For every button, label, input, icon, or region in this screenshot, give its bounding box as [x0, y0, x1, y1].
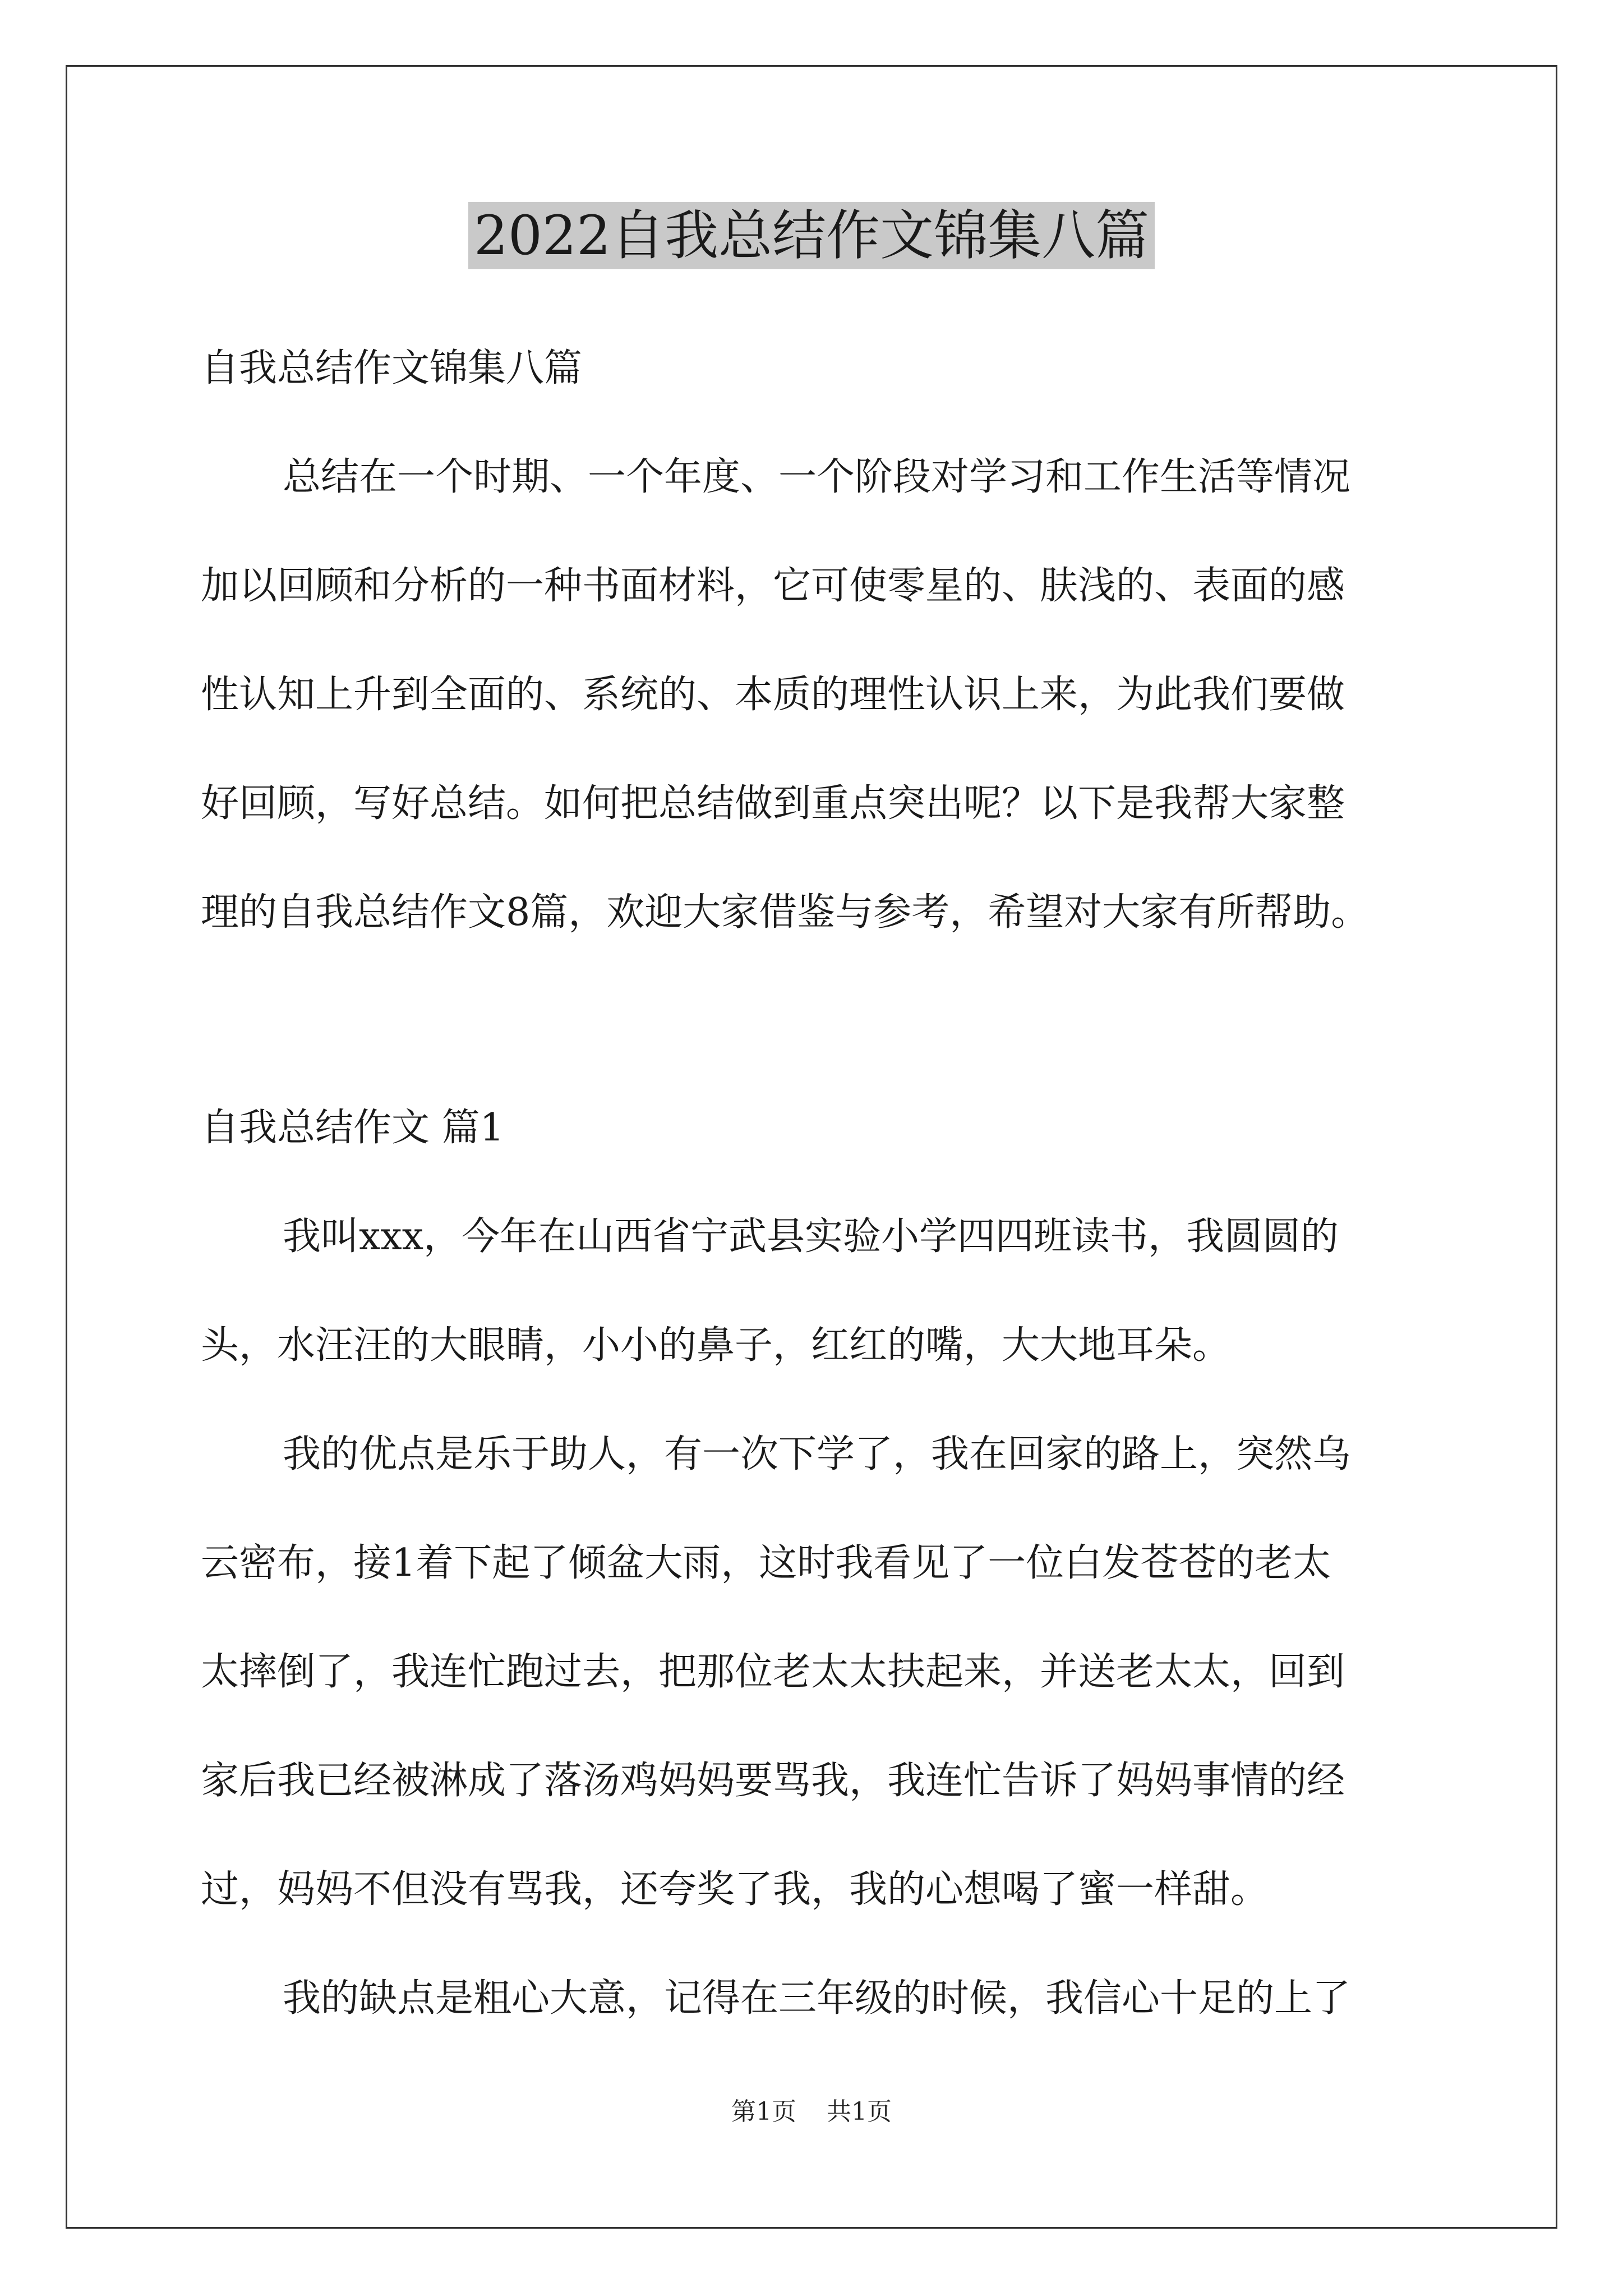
subtitle: 自我总结作文锦集八篇	[201, 346, 583, 390]
page-total: 共1页	[827, 2097, 892, 2126]
text-line: 加以回顾和分析的一种书面材料，它可使零星的、肤浅的、表面的感	[201, 564, 1345, 608]
text-line: 性认知上升到全面的、系统的、本质的理性认识上来，为此我们要做	[201, 673, 1345, 717]
document-body	[201, 314, 1446, 2053]
text-line: 我的缺点是粗心大意，记得在三年级的时候，我信心十足的上了	[283, 1976, 1351, 2021]
text-line: 总结在一个时期、一个年度、一个阶段对学习和工作生活等情况	[283, 455, 1351, 499]
text-line: 太摔倒了，我连忙跑过去，把那位老太太扶起来，并送老太太，回到	[201, 1650, 1345, 1694]
paragraph-3	[201, 1944, 1446, 2053]
section-heading: 自我总结作文 篇1	[201, 1106, 504, 1150]
text-line: 理的自我总结作文8篇，欢迎大家借鉴与参考，希望对大家有所帮助。	[201, 890, 1370, 935]
document-title-text: 2022自我总结作文锦集八篇	[468, 202, 1155, 269]
paragraph-1	[201, 1182, 1446, 1400]
text-line: 我叫xxx，今年在山西省宁武县实验小学四四班读书，我圆圆的	[283, 1214, 1339, 1259]
text-line: 头，水汪汪的大眼睛，小小的鼻子，红红的嘴，大大地耳朵。	[201, 1323, 1231, 1368]
paragraph-2	[201, 1400, 1446, 1944]
text-line: 过，妈妈不但没有骂我，还夸奖了我，我的心想喝了蜜一样甜。	[201, 1867, 1269, 1912]
intro-paragraph	[201, 423, 1446, 967]
text-line: 云密布，接1着下起了倾盆大雨，这时我看见了一位白发苍苍的老太	[201, 1541, 1331, 1585]
page-number: 第1页	[731, 2097, 796, 2126]
text-line: 好回顾，写好总结。如何把总结做到重点突出呢？以下是我帮大家整	[201, 781, 1345, 826]
page-footer	[0, 2095, 1623, 2129]
text-line: 家后我已经被淋成了落汤鸡妈妈要骂我，我连忙告诉了妈妈事情的经	[201, 1759, 1345, 1803]
document-title	[0, 196, 1623, 275]
section-gap	[201, 967, 1446, 1074]
text-line: 我的优点是乐于助人，有一次下学了，我在回家的路上，突然乌	[283, 1432, 1351, 1476]
